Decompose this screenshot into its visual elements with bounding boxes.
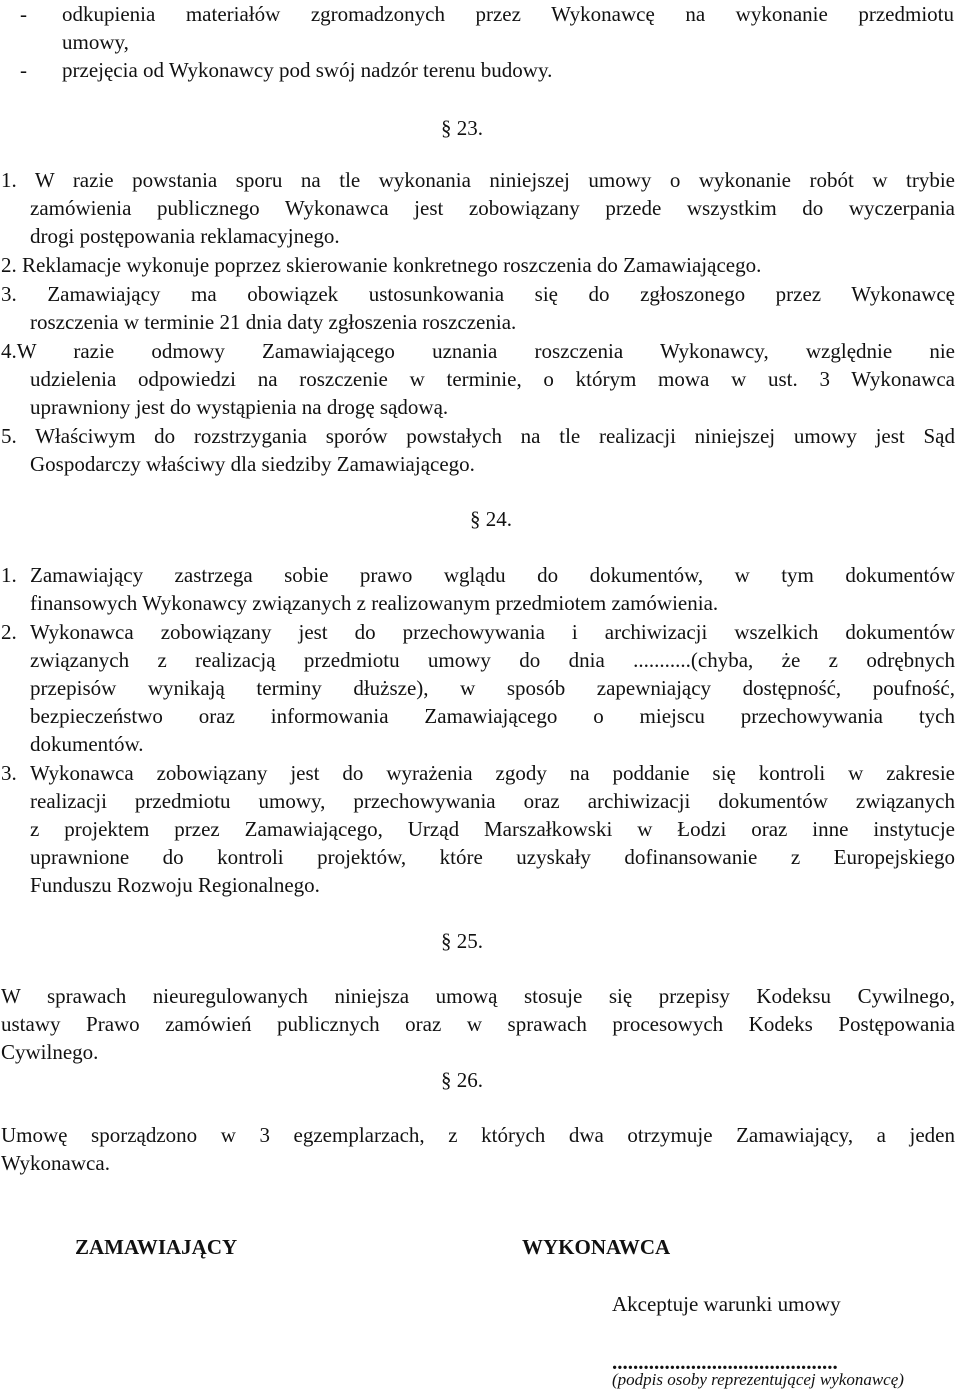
paragraph-line: Umowę sporządzono w 3 egzemplarzach, z których dwa otrzymuje Zamawiający, a jeden [1,1123,955,1147]
section-heading: § 23. [441,116,483,140]
list-dash: - [20,58,27,82]
paragraph-line: W sprawach nieuregulowanych niniejsza umową stosuje się przepisy Kodeksu Cywilnego, [1,984,955,1008]
paragraph-line: 2. Reklamacje wykonuje poprzez skierowanie konkretnego roszczenia do Zamawiającego. [1,253,762,277]
paragraph-line: uprawnione do kontroli projektów, które uzyskały dofinansowanie z Europejskiego [30,845,955,869]
paragraph-line: zamówienia publicznego Wykonawca jest zobowiązany przede wszystkim do wyczerpania [30,196,955,220]
paragraph-line: Cywilnego. [1,1040,99,1064]
paragraph-number: 2. [1,620,17,644]
paragraph-line: 4.W razie odmowy Zamawiającego uznania roszczenia Wykonawcy, względnie nie [1,339,955,363]
paragraph-line: finansowych Wykonawcy związanych z realizowanym przedmiotem zamówienia. [30,591,719,615]
list-item-line: umowy, [62,30,129,54]
paragraph-line: 5. Właściwym do rozstrzygania sporów powstałych na tle realizacji niniejszej umowy jest Sąd [1,424,955,448]
paragraph-line: uprawniony jest do wystąpienia na drogę sądową. [30,395,449,419]
paragraph-line: przepisów wynikają terminy dłuższe), w sposób zapewniający dostępność, poufność, [30,676,955,700]
paragraph-line: Wykonawca zobowiązany jest do wyrażenia zgody na poddanie się kontroli w zakresie [30,761,955,785]
paragraph-line: Funduszu Rozwoju Regionalnego. [30,873,320,897]
accept-terms-text: Akceptuje warunki umowy [612,1292,841,1316]
paragraph-line: Zamawiający zastrzega sobie prawo wglądu do dokumentów, w tym dokumentów [30,563,955,587]
paragraph-number: 3. [1,761,17,785]
paragraph-line: roszczenia w terminie 21 dnia daty zgłoszenia roszczenia. [30,310,517,334]
paragraph-line: ustawy Prawo zamówień publicznych oraz w sprawach procesowych Kodeks Postępowania [1,1012,955,1036]
paragraph-line: Wykonawca. [1,1151,110,1175]
section-heading: § 24. [470,507,512,531]
paragraph-line: Wykonawca zobowiązany jest do przechowywania i archiwizacji wszelkich dokumentów [30,620,955,644]
list-dash: - [20,2,27,26]
signature-caption: (podpis osoby reprezentującej wykonawcę) [612,1370,904,1389]
paragraph-line: drogi postępowania reklamacyjnego. [30,224,340,248]
signature-label-contractor: WYKONAWCA [522,1235,671,1259]
list-item-line: odkupienia materiałów zgromadzonych przez Wykonawcę na wykonanie przedmiotu [62,2,954,26]
signature-label-ordering-party: ZAMAWIAJĄCY [75,1235,238,1259]
paragraph-line: dokumentów. [30,732,144,756]
section-heading: § 26. [441,1068,483,1092]
paragraph-line: Gospodarczy właściwy dla siedziby Zamawiającego. [30,452,475,476]
section-heading: § 25. [441,929,483,953]
paragraph-line: realizacji przedmiotu umowy, przechowywania oraz archiwizacji dokumentów związanych [30,789,955,813]
paragraph-line: bezpieczeństwo oraz informowania Zamawiającego o miejscu przechowywania tych [30,704,955,728]
paragraph-line: związanych z realizacją przedmiotu umowy do dnia ...........(chyba, że z odrębnych [30,648,955,672]
signature-dots-line: ........................................... [612,1350,838,1374]
paragraph-line: 3. Zamawiający ma obowiązek ustosunkowania się do zgłoszonego przez Wykonawcę [1,282,955,306]
paragraph-number: 1. [1,563,17,587]
paragraph-line: z projektem przez Zamawiającego, Urząd Marszałkowski w Łodzi oraz inne instytucje [30,817,955,841]
paragraph-line: udzielenia odpowiedzi na roszczenie w terminie, o którym mowa w ust. 3 Wykonawca [30,367,955,391]
list-item-line: przejęcia od Wykonawcy pod swój nadzór terenu budowy. [62,58,553,82]
paragraph-line: 1. W razie powstania sporu na tle wykonania niniejszej umowy o wykonanie robót w trybie [1,168,955,192]
